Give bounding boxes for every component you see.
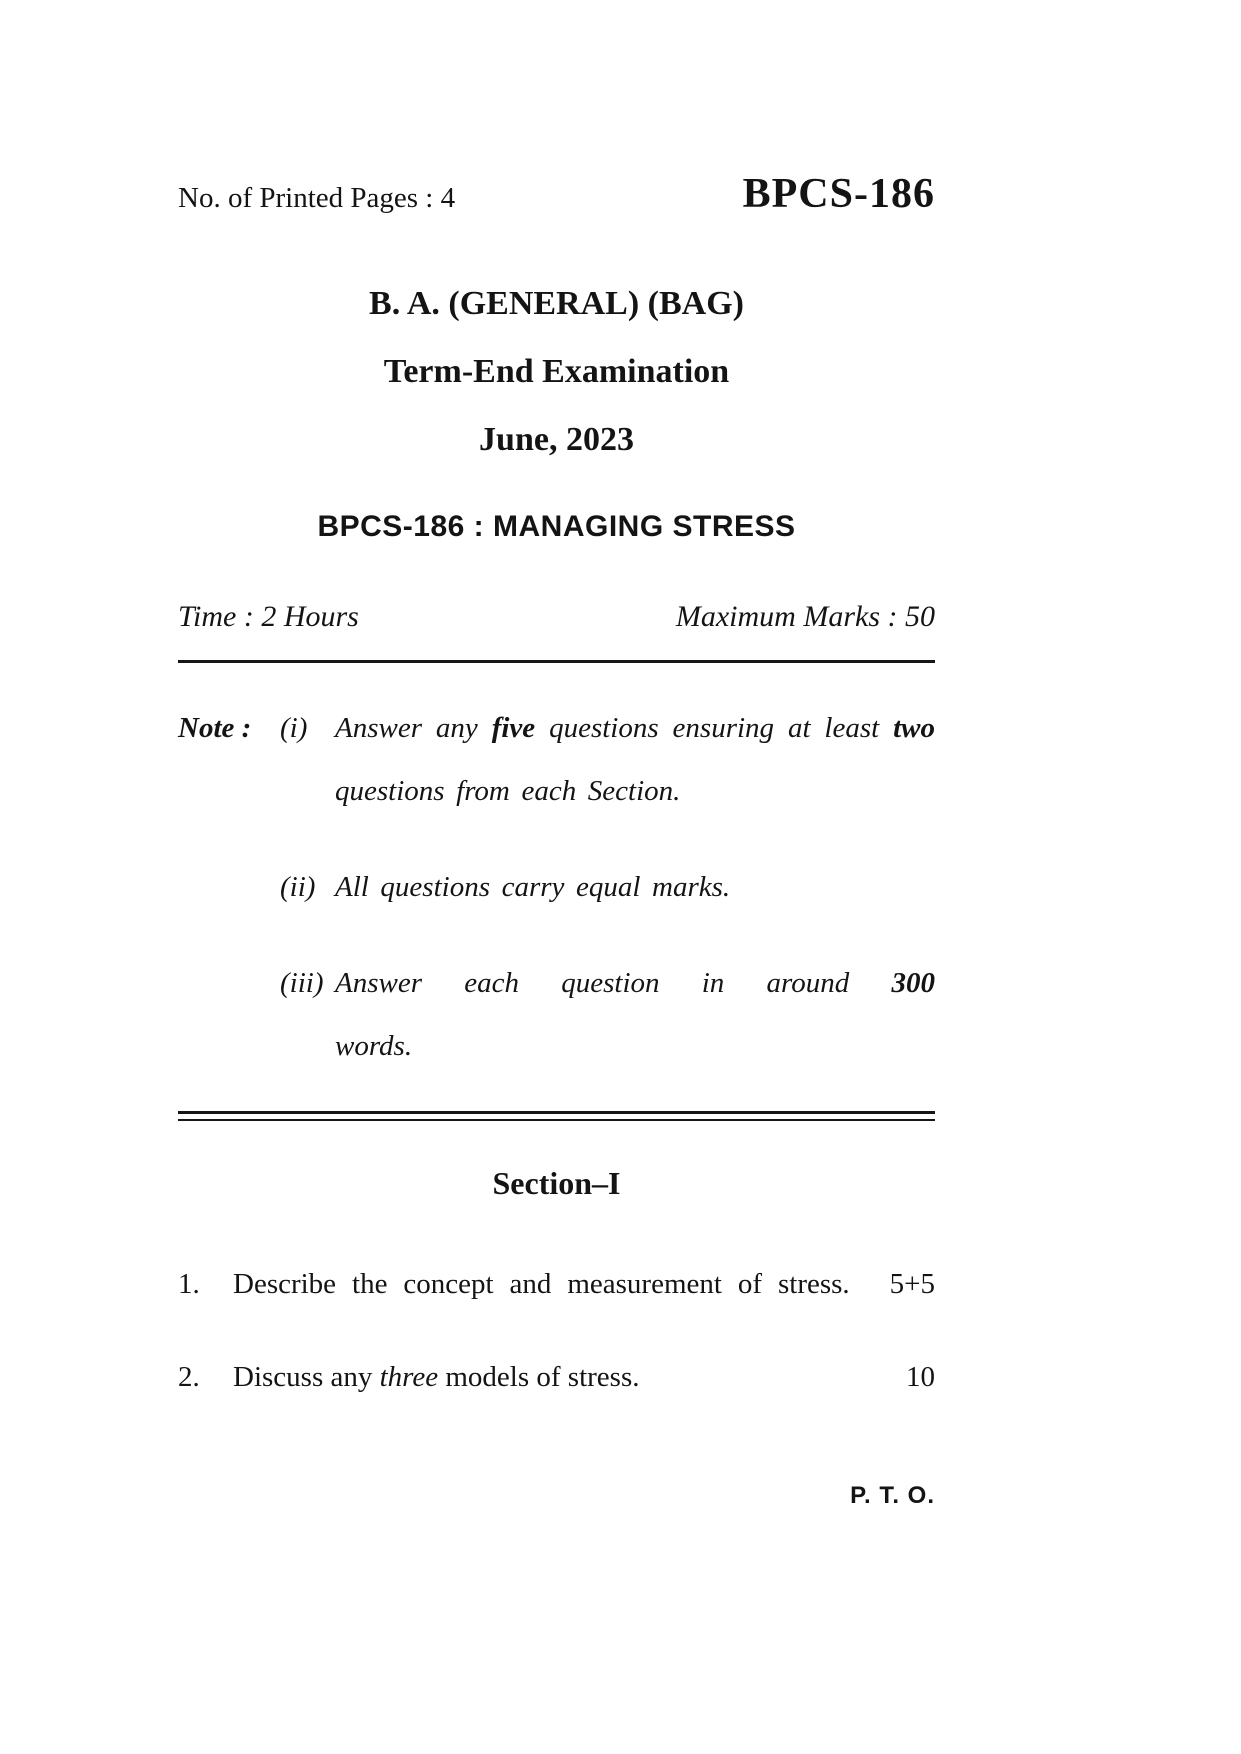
section-title: Section–I [492,1165,621,1202]
question-list [178,1254,935,1408]
text-segment: Answer each question in around [335,967,892,1000]
question-marks: 5+5 [889,1268,935,1301]
question-item [178,1254,935,1315]
note-item [178,697,935,822]
question-number: 1. [178,1268,200,1301]
question-text [233,1347,935,1408]
text-segment: two [893,712,936,745]
exam-date: June, 2023 [479,420,634,458]
text-segment: Describe the concept and measurement of stress. [233,1268,850,1301]
time-label: Time : 2 Hours [178,600,359,634]
paper-code: BPCS-186 [742,171,935,217]
max-marks-label: Maximum Marks : 50 [675,600,935,634]
header-row [178,170,935,218]
note-block [178,697,935,1077]
exam-subtitle: Term-End Examination [383,352,730,390]
pto-label: P. T. O. [850,1481,935,1509]
note-marker: (i) [280,712,308,745]
note-label: Note : [178,712,252,745]
question-marks: 10 [906,1361,935,1393]
question-body [233,1347,935,1408]
divider-single [178,660,935,663]
exam-title: B. A. (GENERAL) (BAG) [369,285,744,322]
note-text [335,856,935,918]
note-text [335,952,935,1077]
note-text [335,697,935,822]
text-segment: questions ensuring at least [535,712,894,745]
question-number: 2. [178,1361,200,1393]
text-segment: models of stress. [438,1361,640,1393]
course-title: BPCS-186 : MANAGING STRESS [317,510,796,544]
question-item [178,1347,935,1408]
text-segment: three [379,1361,439,1393]
note-item [178,952,935,1077]
meta-row [178,600,935,634]
text-segment: Answer any [335,712,492,745]
printed-pages-label: No. of Printed Pages : 4 [178,182,456,214]
question-text [233,1254,935,1315]
note-marker: (ii) [280,871,316,904]
text-segment: words. [335,1029,413,1062]
text-segment: All questions carry equal marks. [335,871,731,904]
note-marker: (iii) [280,967,324,1000]
text-segment: five [491,712,536,745]
note-item [178,856,935,918]
title-block [178,284,935,460]
text-segment: 300 [891,967,935,1000]
text-segment: questions from each Section. [335,774,681,807]
divider-double [178,1111,935,1121]
question-body [233,1254,935,1315]
text-segment: Discuss any [233,1361,380,1393]
